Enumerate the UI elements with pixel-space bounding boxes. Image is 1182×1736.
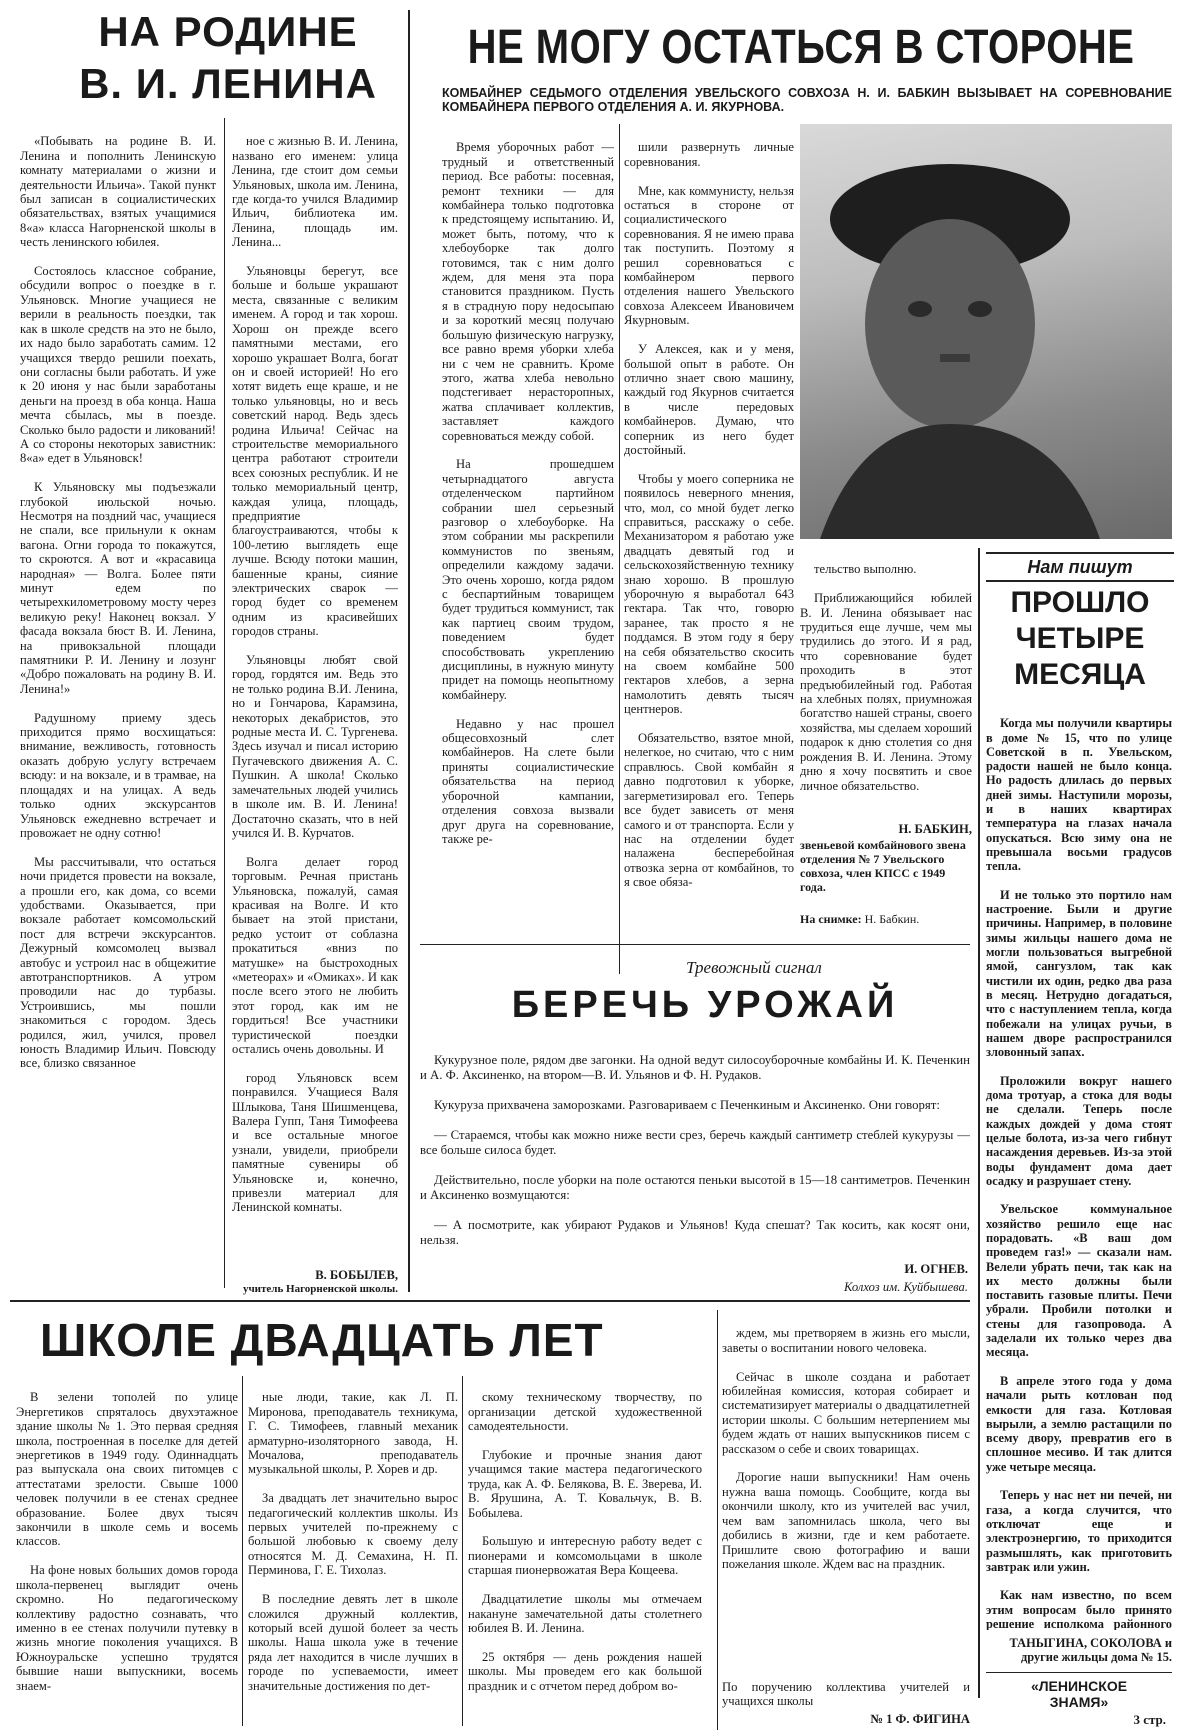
school-signature: № 1 Ф. ФИГИНА — [870, 1712, 970, 1726]
school-col1 — [16, 1376, 238, 1732]
school-col3-para: Глубокие и прочные знания дают учащимся такие мастера педагогического труда, как А. Ф. Белякова, В. Е. Зверева, И. В. Ярушина, А. Т. Ковальчук, В. В. Бобылева. — [468, 1448, 702, 1520]
center-col3-para: Приближающийся юбилей В. И. Ленина обязывает нас трудиться еще лучше, чем мы трудились до этого. И я рад, что соревнование будет проходить в этот предъюбилейный год. Работая на хлебных полях, приумножая богатство нашей страны, своего хозяйства, мы сделаем хороший подарок к дню столетия со дня рождения В. И. Ленина. Этому дню я хочу посвятить и свое личное обязательство. — [800, 591, 972, 793]
center-col3-para: тельство выполню. — [814, 562, 917, 577]
left-column-divider — [224, 118, 225, 1288]
left-article-signature-role: учитель Нагорненской школы. — [242, 1283, 398, 1295]
school-col2-para: В последние девять лет в школе сложился дружный коллектив, который всей душой болеет за честь школы. Наша школа уже в течение ряда лет находится в числе лучших в городе по успеваемости, имеет значительные достижения по дет- — [248, 1592, 458, 1693]
alarm-rubric: Тревожный сигнал — [686, 958, 822, 977]
school-col2-para: ные люди, такие, как Л. П. Миронова, преподаватель техникума, Г. С. Тимофеев, главный механик арматурно-изоляторного завода, Н. Мочалова, преподаватель музыкальной школы, Р. Хорев и др. — [248, 1390, 458, 1477]
school-col1-para: На фоне новых больших домов города школа-первенец выглядит очень скромно. Но педагогическому коллективу радостно сознавать, что именно в ее стенах получили путевку в жизнь многие поколения учащихся. В Южноуральске успешно трудятся бывшие наши выпускники, восемь знаем- — [16, 1563, 238, 1693]
center-col2-para: У Алексея, как и у меня, большой опыт в работе. Он отлично знает свою машину, каждый год Якурнов считается в числе передовых комбайнеров. Думаю, что соперник из него будет достойный. — [624, 342, 794, 457]
letter-signature: ТАНЫГИНА, СОКОЛОВА и другие жильцы дома № 15. — [1009, 1636, 1172, 1664]
footer-masthead-line2: ЗНАМЯ» — [1049, 1694, 1109, 1710]
footer-top-rule — [986, 1672, 1172, 1673]
left-col1-para: «Побывать на родине В. И. Ленина и пополнить Ленинскую комнату материалами о жизни и деятельности Ильича». Такой пункт был записан в социалистических обязательствах, взятых учащимися 8«а» класса Нагорненской школы в честь ленинского юбилея. — [20, 134, 216, 250]
school-col3-para: скому техническому творчеству, по организации детской художественной самодеятельности. — [468, 1390, 702, 1434]
footer-page-number: 3 стр. — [1133, 1712, 1166, 1727]
center-article-signature: Н. БАБКИН, — [898, 822, 972, 836]
portrait-photo — [800, 124, 1172, 539]
center-article-title: НЕ МОГУ ОСТАТЬСЯ В СТОРОНЕ — [467, 21, 1135, 74]
center-col-divider-1 — [619, 124, 620, 974]
photo-caption — [800, 912, 972, 926]
letter-para: Проложили вокруг нашего дома тротуар, а стока для воды не сделали. Теперь после каждых дождей у дома стоят целые болота, из-за чего гибнут насаждения деревьев. Из-за этой воды фундамент дома дает осадку и разрушает стену. — [986, 1073, 1172, 1188]
school-col1-para: В зелени тополей по улице Энергетиков спряталось двухэтажное здание школы № 1. Это первая средняя школа, построенная в поселке для детей энергетиков в 1949 году. Одиннадцать раз выпускала она своих питомцев с аттестатами зрелости. Свыше 1000 человек получили в ее стенах среднее образование. Более двух тысяч закончили в школе семь и восемь классов. — [16, 1390, 238, 1549]
center-col1 — [442, 126, 614, 976]
letter-para: Когда мы получили квартиры в доме № 15, что по улице Советской в п. Увельском, радости нашей не было конца. Но радость длилась до первых дней зимы. Наступили морозы, и в наших квартирах температура на глазах начала опускаться. Всю зиму она не превышала восьми градусов тепла. — [986, 716, 1172, 874]
school-col3-para: 25 октября — день рождения нашей школы. Мы проведем его как большой праздник и с отчетом перед добром во- — [468, 1649, 702, 1693]
alarm-para: Кукурузное поле, рядом две загонки. На одной ведут силосоуборочные комбайны И. К. Печенкин и А. Ф. Аксиненко, на втором—В. И. Ульянов и Ф. Н. Рудаков. — [420, 1053, 970, 1082]
left-col1-para: Радушному приему здесь приходится прямо восхищаться: внимание, вежливость, готовность оказать добрую услугу встречаем всюду: и на вокзале, и в трамвае, на площадях и на улицах. А ведь только одних экскурсантов Ульяновск ежедневно встречает и провожает не одну сотню! — [20, 710, 216, 840]
center-col2-para: Обязательство, взятое мной, нелегкое, но считаю, что с ним справлюсь. Свой комбайн я давно подготовил к уборке, загерметизировал его. Теперь все будет зависеть от меня самого и от транспорта. Если у нас на отделении будет налажена бесперебойная отвозка зерна от комбайнов, то я свое обяза- — [624, 731, 794, 890]
school-col4-para: Дорогие наши выпускники! Нам очень нужна ваша помощь. Сообщите, когда вы окончили школу, кто из учителей вас учил, чем вам запомнилась школа, чего вы добились в жизни, где и кем работаете. Пришлите свою фотографию и ваши пожелания школе. Ждем вас на праздник. — [722, 1470, 970, 1571]
center-col2-para: Мне, как коммунисту, нельзя остаться в стороне от социалистического соревнования. Я не имею права так поступить. Поэтому я решил соревноваться с комбайнером первого отделения нашего Увельского совхоза Алексеем Ивановичем Якурновым. — [624, 183, 794, 328]
center-col2-para: шили развернуть личные соревнования. — [624, 140, 794, 169]
alarm-top-rule — [420, 944, 970, 945]
photo-caption-label: На снимке: — [800, 912, 862, 926]
left-article-title-line2: В. И. ЛЕНИНА — [79, 60, 377, 107]
left-article-col2 — [232, 120, 398, 1270]
left-col1-para: Состоялось классное собрание, обсудили вопрос о поездке в г. Ульяновск. Многие учащиеся не верили в реальность поездки, так как в школе средств на это не было, их надо было заработать самим. 12 учащихся твердо решили поехать, они согласны были работать. И уже к 20 июня у нас были заработаны деньги на проезд в оба конца. Наша мечта сбылась, мы в поезде. Сколько было радости и ликований! А со стороны некоторых завистник: 8«а» едет в Ульяновск! — [20, 264, 216, 466]
school-col2 — [248, 1376, 458, 1732]
right-section-divider — [978, 548, 980, 1698]
letter-title-line3: МЕСЯЦА — [1014, 658, 1146, 691]
center-col1-para: На прошедшем четырнадцатого августа отделенческом партийном собрании шел серьезный разговор о хлебоуборке. На этом собрании мы раскрепили коммунистов по звеньям, определили каждому задачи. Это очень хорошо, когда рядом с беспартийным товарищем будет трудиться коммунист, так как партиец своим трудом, поведением будет способствовать укреплению дисциплины, в нужную минуту придет на помощь неопытному комбайнеру. — [442, 457, 614, 702]
school-article-title: ШКОЛЕ ДВАДЦАТЬ ЛЕТ — [40, 1314, 604, 1366]
alarm-para: — Стараемся, чтобы как можно ниже вести срез, беречь каждый сантиметр стеблей кукурузы — все больше силоса будет. — [420, 1128, 970, 1157]
left-article-col1 — [20, 120, 216, 1290]
school-col3-para: Двадцатилетие школы мы отмечаем накануне замечательной даты столетнего юбилея В. И. Ленина. — [468, 1592, 702, 1635]
alarm-para: — А посмотрите, как убирают Рудаков и Ульянов! Куда спешат? Так косить, как косят они, нельзя. — [420, 1218, 970, 1247]
school-col4-para: Сейчас в школе создана и работает юбилейная комиссия, которая собирает и систематизирует материалы о двадцатилетней истории школы. С большим нетерпением мы будем ждать от наших выпускников писем с рассказом о себе и своих товарищах. — [722, 1369, 970, 1456]
letter-rubric — [986, 552, 1174, 582]
left-col2-para: город Ульяновск всем понравился. Учащиеся Валя Шлыкова, Таня Шишменцева, Валера Гупп, Таня Тимофеева и все остальные многое узнали, увидели, приобрели памятные сувениры об Ульяновске и, конечно, привезли материал для Ленинской комнаты. — [232, 1070, 398, 1215]
school-top-rule — [10, 1300, 970, 1302]
school-col-divider-1 — [242, 1376, 243, 1726]
left-article-title-line1: НА РОДИНЕ — [98, 8, 358, 55]
left-section-divider — [408, 10, 410, 1292]
center-col1-para: Время уборочных работ — трудный и ответственный период. Все работы: посевная, ремонт техники — для комбайнера только подготовка к предстоящему испытанию. И, может быть, потому, что к хлебоуборке так долго готовимся, так с ним долго ждем, для меня эта пора становится праздником. Пусть я в страдную пору недосыпаю и за короткий месяц получаю большую физическую нагрузку, все равно время уборки хлеба ни с чем не сравнить. Кроме этого, жатва хлеба невольно подстегивает нерасторопных, жатва сплачивает коллектив, заставляет каждого соревноваться между собой. — [442, 140, 614, 443]
alarm-signature-place: Колхоз им. Куйбышева. — [844, 1280, 968, 1294]
letter-title-line2: ЧЕТЫРЕ — [1015, 622, 1145, 655]
center-col2-para: Чтобы у моего соперника не появилось неверного мнения, что, мол, со мной будет легко справиться, расскажу о себе. Механизатором я работаю уже двадцать девятый год и сельскохозяйственную технику знаю хорошо. В прошлую уборочную я выработал 643 гектара. Так что, говорю заранее, так просто я не поддамся. В этом году я беру на себя обязательство скосить на своем комбайне 500 гектаров хлебов, а зерна намолотить девять тысяч центнеров. — [624, 471, 794, 717]
letter-title-line1: ПРОШЛО — [1010, 586, 1150, 619]
letter-rubric-text: Нам пишут — [1027, 557, 1133, 577]
letter-para: Увельское коммунальное хозяйство решило еще нас порадовать. «В ваш дом проведем газ!» — сказали нам. Велели убрать печи, так как на их место должны были поставить газовые плиты. Печи убрали. Пробили потолки и стены для газопровода. А заделали их только через два месяца. — [986, 1202, 1172, 1360]
school-col-divider-2 — [462, 1376, 463, 1726]
center-col2 — [624, 126, 794, 976]
photo-caption-name: Н. Бабкин. — [864, 912, 920, 926]
letter-body — [986, 702, 1172, 1630]
school-col4-para: ждем, мы претворяем в жизнь его мысли, заветы о воспитании нового человека. — [722, 1326, 970, 1355]
left-col2-para: Ульяновцы берегут, все больше и больше украшают места, связанные с великим именем. А город и так хорош. Хорош он прежде всего памятными местами, его хорошо украшает Волга, богат он и своей историей! Но его хотят видеть еще краше, и не только ульяновцы, но и весь советский народ. Ведь здесь родина Ильича! Сейчас на строительстве мемориального центра работают строители всех союзных республик. И не только мемориальный центр, каждая улица, площадь, предприятие благоустраиваются, чтобы к 100-летию выглядеть еще лучше. Всюду потоки машин, башенные краны, сияние электрических сварок — город будет со временем одним из красивейших городов страны. — [232, 264, 398, 639]
left-col1-para: Мы рассчитывали, что остаться ночи придется провести на вокзале, а прошли его, как дома, со всеми удобствами. Оказывается, при вокзале работает комсомольский пост для встречи экскурсантов. Дежурный комсомолец вызвал автобус и устроил нас в общежитие автотранспортников. А утром проводили нас до турбазы. Устроившись, мы пошли знакомиться с городом. Здесь родился, жил, учился, провел юность Владимир Ильич. Повсюду все, близко связанное — [20, 854, 216, 1071]
left-col2-para: ное с жизнью В. И. Ленина, названо его именем: улица Ленина, где стоит дом семьи Ульяновых, школа им. Ленина, где когда-то учился Владимир Ильич, библиотека им. Ленина, площадь им. Ленина... — [232, 134, 398, 250]
school-col3 — [468, 1376, 702, 1732]
letter-para: В апреле этого года у дома начали рыть котлован под емкости для газа. Котловая вырыли, а землю растащили по всему двору, превратив его в сплошное месиво. И так длится уже четыре месяца. — [986, 1373, 1172, 1474]
school-col4 — [722, 1312, 970, 1672]
left-col2-para: Ульяновцы любят свой город, гордятся им. Ведь это не только родина В.И. Ленина, но и Гончарова, Карамзина, некоторых декабристов, это родные места И. С. Тургенева. Здесь изучал и писал историю Пугачевского движения А. С. Пушкин. А школа! Сколько замечательных людей учились в школе им. В. И. Ленина! Достаточно сказать, что в ней учился И. В. Курчатов. — [232, 653, 398, 840]
alarm-para: Действительно, после уборки на поле остаются пеньки высотой в 15—18 сантиметров. Печенкин и Аксиненко возмущаются: — [420, 1173, 970, 1202]
alarm-para: Кукуруза прихвачена заморозками. Разговариваем с Печенкиным и Аксиненко. Они говорят: — [434, 1098, 940, 1112]
school-signature-intro: По поручению коллектива учителей и учащихся школы — [722, 1680, 970, 1708]
left-col2-para: Волга делает город торговым. Речная пристань Ульяновска, пожалуй, самая красивая на Волге. И кто бывает на этой пристани, редко устоит от соблазна прокатиться «вниз по матушке» на быстроходных «метеорах» и «Омиках». И как после всего этого не любить этот город, как им не гордиться! Все участники туристической поездки остались очень довольны. И — [232, 854, 398, 1056]
portrait-figure — [800, 124, 1172, 539]
letter-para: Как нам известно, по всем этим вопросам было принято решение исполкома районного — [986, 1588, 1172, 1630]
alarm-title: БЕРЕЧЬ УРОЖАЙ — [511, 984, 899, 1026]
letter-para: И не только это портило нам настроение. Были и другие причины. Например, в половине зимы жильцы нашего дома не могли пользоваться выгребной ямой, сангузлом, так как чистили их один, редко два раза в месяц. Нетрудно догадаться, что с наступлением тепла, когда побежали на улицах ручьи, в нашем дворе распространился зловонный запах. — [986, 887, 1172, 1060]
alarm-signature: И. ОГНЕВ. — [904, 1262, 968, 1276]
center-article-subtitle: КОМБАЙНЕР СЕДЬМОГО ОТДЕЛЕНИЯ УВЕЛЬСКОГО СОВХОЗА Н. И. БАБКИН ВЫЗЫВАЕТ НА СОРЕВНОВАНИЕ КОМБАЙНЕРА ПЕРВОГО ОТДЕЛЕНИЯ А. И. ЯКУРНОВА. — [442, 86, 1172, 114]
letter-para: Теперь у нас нет ни печей, ни газа, а когда случится, что отключат еще и электроэнергию, то приходится размышлять, как приготовить завтрак или ужин. — [986, 1488, 1172, 1574]
center-col1-para: Недавно у нас прошел общесовхозный слет комбайнеров. На слете были приняты социалистические обязательства на период уборочной кампании, отделения совхоза вызвали друг друга на соревнование, также ре- — [442, 716, 614, 846]
footer-masthead-line1: «ЛЕНИНСКОЕ — [1030, 1678, 1128, 1694]
school-col2-para: За двадцать лет значительно вырос педагогический коллектив школы. Из первых учителей по-прежнему с большой любовью к своему делу относятся М. Д. Семахина, Н. П. Перминова, Г. Е. Тихолаз. — [248, 1491, 458, 1578]
left-col1-para: К Ульяновску мы подъезжали глубокой июльской ночью. Несмотря на поздний час, учащиеся не спали, все прильнули к окнам вагона. Огни города то покажутся, то скроются. А вот и «красавица народная» — Волга. Более пяти минут едем по четырехкилометровому мосту через великую реку! Наконец вокзал. У фасада вокзала бюст В. И. Ленина, на привокзальной площади памятники Р. И. Ленину и лозунг «Добро пожаловать на родину В. И. Ленина!» — [20, 480, 216, 696]
alarm-body — [420, 1038, 970, 1260]
center-col3 — [800, 548, 972, 813]
school-col-divider-3 — [717, 1310, 718, 1730]
center-article-signature-role: звеньевой комбайнового звена отделения № 7 Увельского совхоза, член КПСС с 1949 года. — [800, 838, 966, 894]
left-article-signature: В. БОБЫЛЕВ, — [315, 1268, 398, 1282]
school-col3-para: Большую и интересную работу ведет с пионерами и комсомольцами в школе старшая пионервожатая Вера Кощеева. — [468, 1534, 702, 1578]
